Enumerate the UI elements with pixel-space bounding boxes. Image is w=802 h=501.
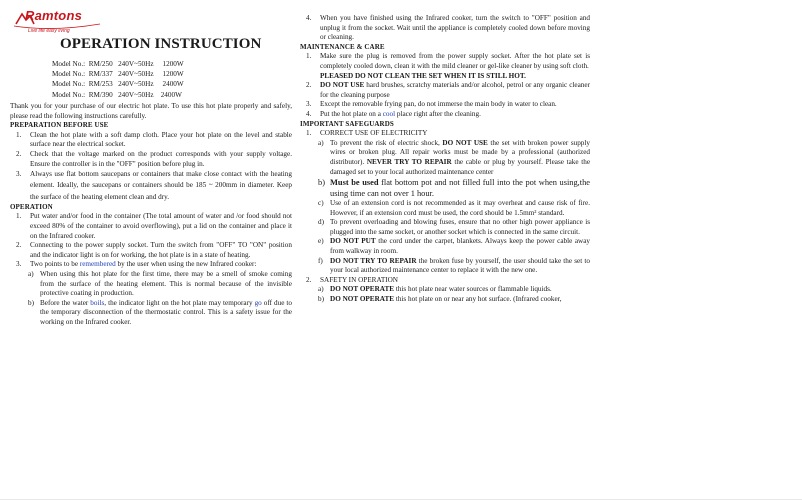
- list-item: 3. Two points to be remembered by the user when using the new Infrared cooker:: [16, 260, 257, 269]
- highlight-word: remembered: [79, 260, 116, 269]
- list-item: 3. Except the removable frying pan, do not immerse the main body in water to clean.: [306, 100, 557, 109]
- sub-list-item: a) To prevent the risk of electric shock, DO NOT USE the set with broken power supply wires or broken plug. All repair works must be made by a professional (authorized distributor). NEVER TRY TO REPAIR the cable or plug by yourself. Please take the damaged set to your local authorized maintenance center: [318, 138, 591, 176]
- model-row: Model No.: RM/337 240V~50Hz 1200W: [52, 70, 184, 79]
- sub-list-item: f) DO NOT TRY TO REPAIR the broken fuse by yourself, the user should take the set to your local authorized maintenance center to replace it with the new one.: [318, 256, 590, 275]
- sub-item-text: Before the water: [40, 298, 91, 307]
- sub-list-item: b) Must be used flat bottom pot and not filled full into the pot when using,the using time can not over 1 hour.: [318, 178, 590, 199]
- highlight-word: boils: [90, 298, 105, 307]
- sub-item-text: To prevent the risk of electric shock,: [330, 138, 443, 147]
- sub-item-text: off due to the temporary disconnection of the thermostatic control. This is a safety issue for the working on the Infrared cooker.: [40, 298, 292, 326]
- warning-text: PLEASED DO NOT CLEAN THE SET WHEN IT IS STILL HOT.: [320, 71, 526, 80]
- sub-item-text: Use of an extension cord is not recommended as it may overheat and cause risk of fire. However, if an extension cord must be used, the cord should be 1.5mm² standard.: [330, 199, 590, 217]
- list-item-text: hard brushes, scratchy materials and/or alcohol, petrol or any organic cleaner for the cleaning purpose: [320, 81, 590, 99]
- list-item: 1. CORRECT USE OF ELECTRICITY: [306, 129, 428, 138]
- sub-item-text: To prevent overloading and blowing fuses, ensure that no other high power appliance is plugged into the same socket, or another socket which is connected in the same circuit.: [330, 218, 590, 236]
- highlight-word: cool: [382, 109, 396, 118]
- list-item: 2. DO NOT USE hard brushes, scratchy materials and/or alcohol, petrol or any organic cleaner for the cleaning purpose: [306, 81, 590, 99]
- list-item: 4. Put the hot plate on a cool place right after the cleaning.: [306, 109, 481, 118]
- page-title: OPERATION INSTRUCTION: [60, 36, 262, 52]
- list-item: 2. SAFETY IN OPERATION: [306, 275, 398, 284]
- warning-text: DO NOT PUT: [330, 237, 376, 246]
- sub-item-text: the broken fuse by yourself, the user should take the set to your local authorized maintenance center to replace it with the new one.: [330, 256, 590, 275]
- list-item: 1. Clean the hot plate with a soft damp cloth. Place your hot plate on the level and stable surface near the electrical socket.: [16, 130, 292, 149]
- warning-text: NEVER TRY TO REPAIR: [366, 157, 452, 166]
- model-list: [52, 60, 252, 101]
- list-item-text: Connecting to the power supply socket. Turn the switch from "OFF" TO "ON" position and the indicator light is on for working, the hot plate is in a state of heating.: [30, 241, 292, 259]
- list-item: 3. Always use flat bottom saucepans or containers that make close contact with the heating element. Ideally, the saucepans or containers should be 185 ~ 200mm in diameter. Keep the surface of the heating element clean and dry.: [16, 170, 292, 201]
- right-column: [300, 14, 590, 305]
- sub-list-item: b) DO NOT OPERATE this hot plate on or near any hot surface. (Infrared cooker,: [318, 295, 562, 304]
- intro-paragraph: Thank you for your purchase of our electric hot plate. To use this hot plate properly and safely, please read the following instructions carefully.: [10, 102, 292, 120]
- sub-list-item: b) Before the water boils, the indicator light on the hot plate may temporary go off due to the temporary disconnection of the thermostatic control. This is a safety issue for the working on the Infrared cooker.: [28, 298, 292, 326]
- list-item: 2. Connecting to the power supply socket. Turn the switch from "OFF" TO "ON" position and the indicator light is on for working, the hot plate is in a state of heating.: [16, 241, 292, 259]
- sub-item-text: flat bottom pot and not filled full into the pot when using,the using time can not over 1 hour.: [330, 178, 590, 199]
- warning-text: DO NOT TRY TO REPAIR: [330, 256, 417, 265]
- list-item-text: Make sure the plug is removed from the power supply socket. After the hot plate set is completely cooled down, clean it with the mild cleaner or gel-like cleaner by using soft cloth.: [320, 52, 590, 70]
- list-item-text: Clean the hot plate with a soft damp cloth. Place your hot plate on the level and stable surface near the electrical socket.: [30, 130, 292, 149]
- list-item: 2. Check that the voltage marked on the product corresponds with your supply voltage. Ensure the controller is in the "OFF" position before plug in.: [16, 149, 292, 168]
- brand-name: Ramtons: [25, 8, 83, 23]
- left-column: [10, 102, 292, 327]
- list-item-text: Two points to be: [30, 260, 80, 269]
- section-title: CORRECT USE OF ELECTRICITY: [320, 129, 428, 138]
- warning-text: DO NOT OPERATE: [330, 295, 395, 304]
- list-item: 1. Make sure the plug is removed from the power supply socket. After the hot plate set is completely cooled down, clean it with the mild cleaner or gel-like cleaner by using soft cloth. PLEASED DO NOT CLEAN THE SET WHEN IT IS STILL HOT.: [306, 52, 590, 80]
- sub-list-item: e) DO NOT PUT the cord under the carpet, blankets. Always keep the power cable away from walkway in room.: [318, 237, 591, 256]
- safeguards-heading: IMPORTANT SAFEGUARDS: [300, 119, 394, 128]
- list-item-text: Except the removable frying pan, do not immerse the main body in water to clean.: [320, 100, 557, 109]
- highlight-word: go: [254, 298, 262, 307]
- model-row: Model No.: RM/250 240V~50Hz 1200W: [52, 60, 184, 68]
- operation-heading: OPERATION: [10, 202, 53, 211]
- list-item-text: Put the hot plate on a: [320, 109, 383, 118]
- sub-item-text: the cord under the carpet, blankets. Always keep the power cable away from walkway in room.: [330, 237, 591, 256]
- sub-list-item: c) Use of an extension cord is not recommended as it may overheat and cause risk of fire. However, if an extension cord must be used, the cord should be 1.5mm² standard.: [318, 199, 590, 217]
- model-row: Model No.: RM/390 240V~50Hz 2400W: [52, 90, 182, 99]
- list-item-text: place right after the cleaning.: [395, 109, 481, 118]
- list-item-text: Check that the voltage marked on the product corresponds with your supply voltage. Ensure the controller is in the "OFF" position before plug in.: [30, 149, 292, 168]
- model-row: Model No.: RM/253 240V~50Hz 2400W: [52, 80, 184, 89]
- warning-text: Must be used: [330, 178, 379, 188]
- sub-item-text: the cable or plug by yourself. Please take the damaged set to your local authorized maintenance center: [330, 157, 591, 176]
- section-title: SAFETY IN OPERATION: [320, 275, 398, 284]
- list-item-text: Put water and/or food in the container (The total amount of water and /or food should not exceed 80% of the container to avoid overflowing), put a lid on the container and place it on the Infrared cooker.: [30, 212, 292, 240]
- sub-list-item: a) When using this hot plate for the first time, there may be a smell of smoke coming from the surface of the heating element. This is normal because of the invisible protective coating in production.: [28, 269, 292, 298]
- list-item-text: When you have finished using the Infrared cooker, turn the switch to "OFF" position and unplug it from the socket. Wait until the appliance is completely cooled down before moving or cleaning.: [320, 14, 590, 42]
- sub-item-text: this hot plate near water sources or flammable liquids.: [394, 285, 552, 294]
- list-item-text: Always use flat bottom saucepans or containers that make close contact with the heating element. Ideally, the saucepans or containers should be 185 ~ 200mm in diameter. Keep the surface of the heating element clean and dry.: [30, 170, 292, 201]
- brand-tagline: Live life easy living: [28, 28, 70, 34]
- preparation-heading: PREPARATION BEFORE USE: [10, 121, 109, 130]
- sub-item-text: the set with broken power supply wires or broken plug. All repair works must be made by a professional (authorized distributor).: [330, 138, 590, 166]
- warning-text: DO NOT USE: [442, 138, 488, 147]
- maintenance-heading: MAINTENANCE & CARE: [300, 42, 385, 51]
- list-item: 1. Put water and/or food in the container (The total amount of water and /or food should not exceed 80% of the container to avoid overflowing), put a lid on the container and place it on the Infrared cooker.: [16, 212, 292, 240]
- brand-logo: [12, 6, 102, 36]
- sub-list-item: d) To prevent overloading and blowing fuses, ensure that no other high power appliance is plugged into the same socket, or another socket which is connected in the same circuit.: [318, 218, 590, 236]
- list-item-text: by the user when using the new Infrared cooker:: [115, 260, 257, 269]
- list-item: 4. When you have finished using the Infrared cooker, turn the switch to "OFF" position and unplug it from the socket. Wait until the appliance is completely cooled down before moving or cleaning.: [306, 14, 590, 42]
- sub-item-text: this hot plate on or near any hot surface. (Infrared cooker,: [394, 295, 562, 304]
- page-divider: [0, 499, 802, 500]
- sub-item-text: When using this hot plate for the first time, there may be a smell of smoke coming from the surface of the heating element. This is normal because of the invisible protective coating in production.: [40, 269, 292, 298]
- warning-text: DO NOT USE: [320, 81, 365, 90]
- sub-list-item: a) DO NOT OPERATE this hot plate near water sources or flammable liquids.: [318, 285, 552, 294]
- sub-item-text: , the indicator light on the hot plate may temporary: [104, 298, 255, 307]
- warning-text: DO NOT OPERATE: [330, 285, 395, 294]
